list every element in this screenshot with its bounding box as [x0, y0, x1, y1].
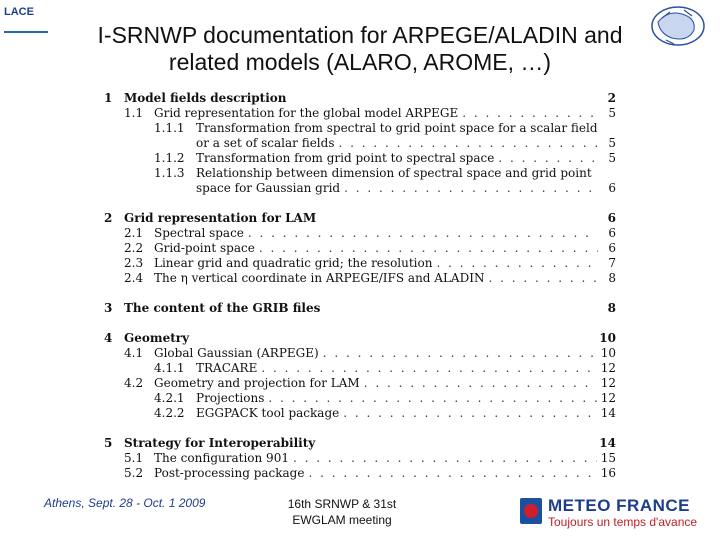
brand-name: METEO FRANCE	[548, 496, 690, 515]
toc-section[interactable]	[104, 346, 616, 360]
toc-leader-dots	[259, 241, 598, 255]
toc-number: 4.2.1	[154, 391, 185, 405]
toc-number: 1.1.1	[154, 121, 185, 135]
toc-title: Model fields description	[124, 91, 287, 105]
toc-leader-dots	[338, 136, 598, 150]
toc-page-number: 6	[608, 241, 616, 255]
toc-number: 1.1.2	[154, 151, 185, 165]
toc-title: Global Gaussian (ARPEGE)	[154, 346, 319, 360]
toc-leader-dots	[308, 466, 596, 480]
toc-title: Grid representation for LAM	[124, 211, 317, 225]
toc-number: 5	[104, 436, 113, 450]
toc-subsection[interactable]	[104, 166, 616, 180]
toc-title: Grid representation for the global model ARPEGE	[154, 106, 459, 120]
toc-number: 1.1.3	[154, 166, 185, 180]
toc-title: Geometry and projection for LAM	[154, 376, 360, 390]
meteo-france-logo	[520, 496, 720, 532]
toc-number: 1.1	[124, 106, 144, 120]
toc-page-number: 6	[608, 181, 616, 195]
toc-page-number: 12	[600, 391, 616, 405]
toc-title: or a set of scalar fields	[196, 136, 335, 150]
toc-page-number: 15	[600, 451, 616, 465]
toc-page-number: 6	[608, 226, 616, 240]
toc-number: 2	[104, 211, 113, 225]
toc-chapter[interactable]	[104, 436, 616, 450]
footer-meeting-line-2: EWGLAM meeting	[292, 513, 392, 527]
toc-page-number: 8	[607, 301, 616, 315]
toc-number: 3	[104, 301, 113, 315]
toc-section[interactable]	[104, 451, 616, 465]
toc-leader-dots	[248, 226, 598, 240]
footer-location-date: Athens, Sept. 28 - Oct. 1 2009	[44, 496, 206, 510]
toc-leader-dots	[323, 346, 597, 360]
toc-leader-dots	[436, 256, 598, 270]
toc-leader-dots	[343, 406, 596, 420]
toc-section[interactable]	[104, 466, 616, 480]
title-line-1: I-SRNWP documentation for ARPEGE/ALADIN and	[97, 22, 623, 48]
toc-title: Post-processing package	[154, 466, 305, 480]
toc-page-number: 5	[608, 151, 616, 165]
toc-title: The content of the GRIB files	[124, 301, 321, 315]
toc-title: EGGPACK tool package	[196, 406, 340, 420]
toc-subsection[interactable]	[104, 361, 616, 375]
toc-number: 4.2	[124, 376, 144, 390]
brand-slogan: Toujours un temps d'avance	[548, 515, 698, 529]
toc-section[interactable]	[104, 256, 616, 270]
toc-page-number: 5	[608, 136, 616, 150]
toc-number: 2.1	[124, 226, 144, 240]
toc-chapter[interactable]	[104, 331, 616, 345]
lace-logo-text: LACE	[4, 6, 34, 18]
toc-leader-dots	[268, 391, 596, 405]
toc-chapter[interactable]	[104, 211, 616, 225]
toc-leader-dots	[498, 151, 598, 165]
toc-number: 5.2	[124, 466, 144, 480]
toc-page-number: 12	[600, 376, 616, 390]
toc-number: 4	[104, 331, 113, 345]
toc-number: 2.3	[124, 256, 144, 270]
toc-subsection[interactable]	[104, 151, 616, 165]
toc-title: Relationship between dimension of spectral space and grid point	[196, 166, 592, 180]
footer-meeting	[262, 496, 422, 528]
toc-page-number: 7	[608, 256, 616, 270]
toc-section[interactable]	[104, 226, 616, 240]
toc-title: Strategy for Interoperability	[124, 436, 316, 450]
toc-leader-dots	[261, 361, 596, 375]
title-line-2: related models (ALARO, AROME, …)	[168, 49, 552, 75]
toc-title: Linear grid and quadratic grid; the resolution	[154, 256, 433, 270]
toc-title: space for Gaussian grid	[196, 181, 341, 195]
toc-title: Grid-point space	[154, 241, 255, 255]
toc-section[interactable]	[104, 106, 616, 120]
toc-chapter[interactable]	[104, 301, 616, 315]
meteo-france-emblem-icon	[520, 498, 542, 524]
toc-page-number: 12	[600, 361, 616, 375]
toc-leader-dots	[488, 271, 598, 285]
toc-title: Spectral space	[154, 226, 244, 240]
toc-page-number: 10	[600, 346, 616, 360]
toc-title: Projections	[196, 391, 265, 405]
toc-page-number: 8	[608, 271, 616, 285]
toc-section[interactable]	[104, 376, 616, 390]
toc-leader-dots	[293, 451, 597, 465]
toc-subsection[interactable]	[104, 121, 616, 135]
toc-page-number: 14	[599, 436, 616, 450]
toc-title: TRACARE	[196, 361, 258, 375]
toc-title: Transformation from spectral to grid point space for a scalar field	[196, 121, 598, 135]
toc-number: 4.1	[124, 346, 144, 360]
toc-leader-dots	[364, 376, 597, 390]
toc-page-number: 6	[607, 211, 616, 225]
toc-title: Geometry	[124, 331, 190, 345]
slide-title	[0, 22, 720, 76]
footer-meeting-line-1: 16th SRNWP & 31st	[287, 497, 397, 511]
toc-page-number: 16	[600, 466, 616, 480]
toc-subsection[interactable]	[104, 391, 616, 405]
toc-number: 2.2	[124, 241, 144, 255]
toc-title: The configuration 901	[154, 451, 289, 465]
toc-title: The η vertical coordinate in ARPEGE/IFS and ALADIN	[154, 271, 485, 285]
toc-number: 4.2.2	[154, 406, 185, 420]
toc-section[interactable]	[104, 241, 616, 255]
toc-leader-dots	[344, 181, 598, 195]
toc-page-number: 10	[599, 331, 616, 345]
toc-number: 2.4	[124, 271, 144, 285]
toc-title: Transformation from grid point to spectral space	[196, 151, 495, 165]
toc-page-number: 14	[600, 406, 616, 420]
toc-number: 4.1.1	[154, 361, 185, 375]
toc-page-number: 5	[608, 106, 616, 120]
toc-number: 1	[104, 91, 113, 105]
toc-number: 5.1	[124, 451, 144, 465]
toc-subsection[interactable]	[104, 406, 616, 420]
toc-chapter[interactable]	[104, 91, 616, 105]
toc-leader-dots	[462, 106, 598, 120]
toc-subsection[interactable]	[104, 136, 616, 150]
toc-page-number: 2	[607, 91, 616, 105]
toc-section[interactable]	[104, 271, 616, 285]
toc-subsection[interactable]	[104, 181, 616, 195]
